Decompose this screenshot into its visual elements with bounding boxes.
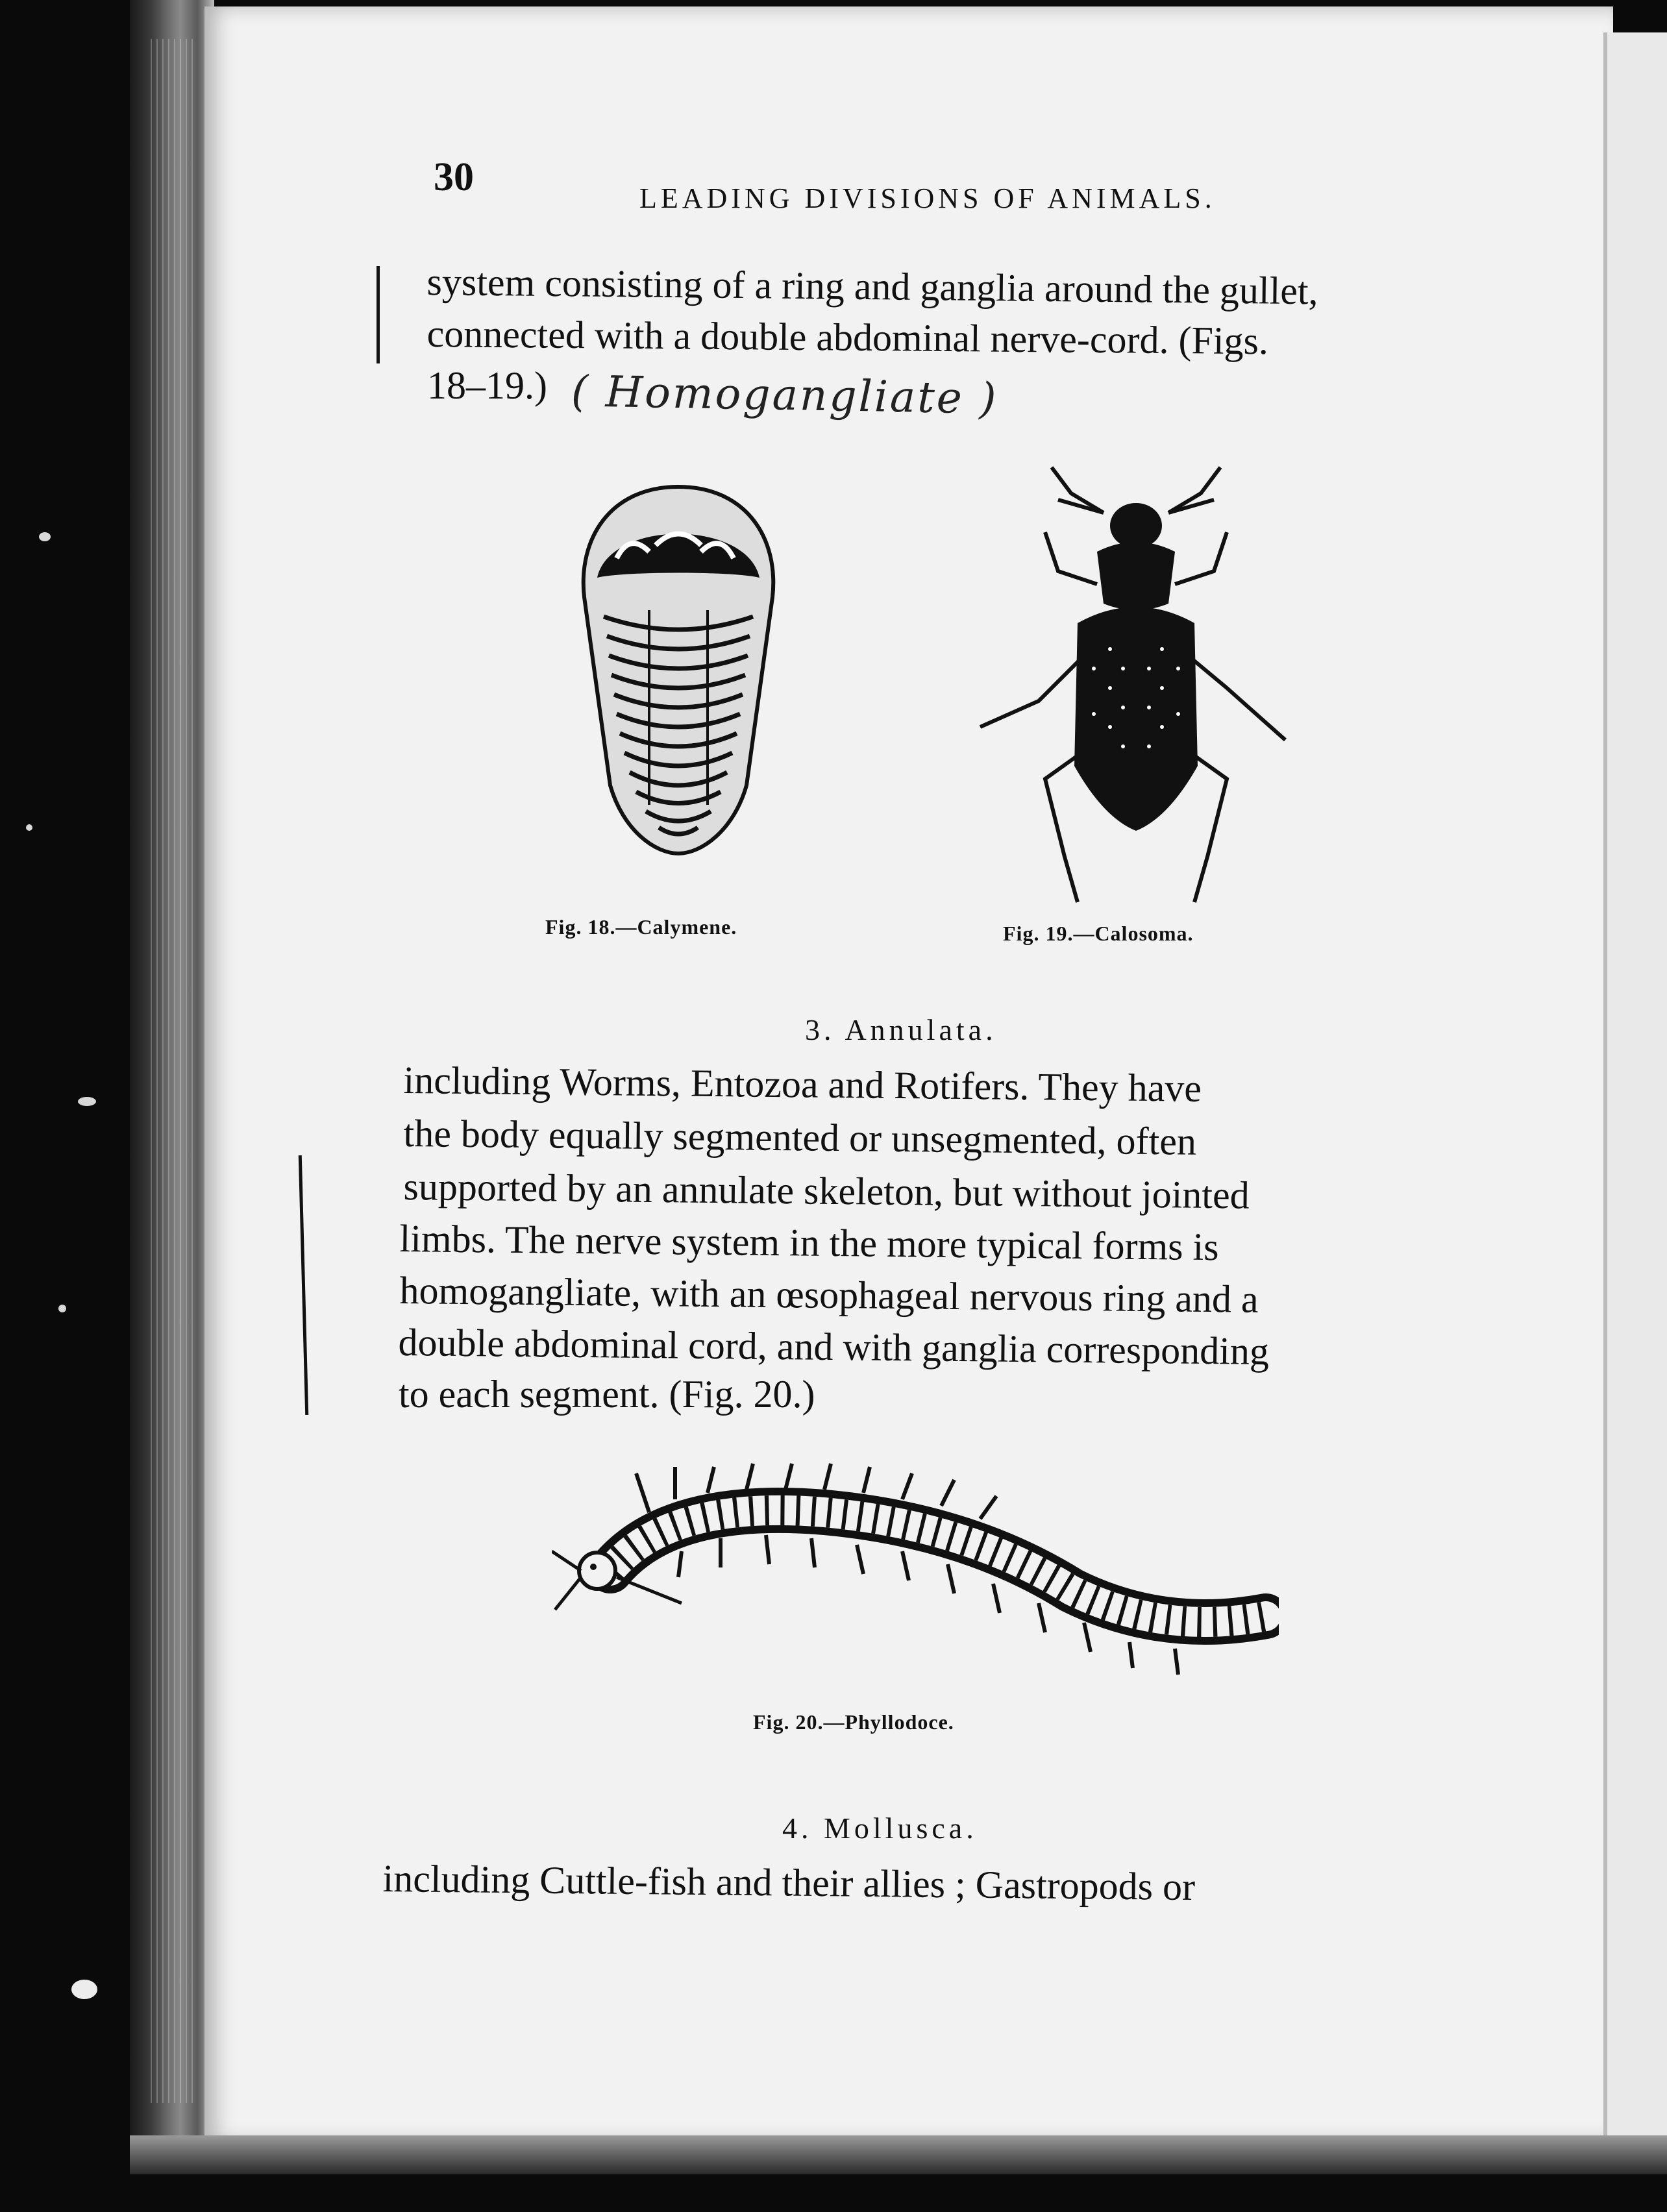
running-head: LEADING DIVISIONS OF ANIMALS. — [639, 182, 1216, 214]
scan-speck — [78, 1097, 96, 1106]
section-3-line1: including Worms, Entozoa and Rotifers. They have — [403, 1059, 1202, 1110]
paragraph1-line2: connected with a double abdominal nerve-cord. (Figs. — [426, 312, 1269, 363]
paragraph1-line1: system consisting of a ring and ganglia around the gullet, — [426, 260, 1318, 313]
beetle-illustration — [974, 454, 1298, 909]
worm-illustration — [552, 1460, 1279, 1694]
section-3-line3: supported by an annulate skeleton, but without jointed — [403, 1165, 1250, 1217]
figure-19-caption: Fig. 19.—Calosoma. — [1003, 922, 1194, 945]
page-bottom-edge — [130, 2135, 1667, 2174]
facing-page-edge — [1603, 32, 1667, 2161]
scan-speck — [26, 824, 32, 831]
section-3-line6: double abdominal cord, and with ganglia corresponding — [398, 1321, 1270, 1373]
page-edges — [151, 39, 196, 2103]
handwritten-note: ( Homogangliate ) — [571, 366, 999, 424]
section-4-line1: including Cuttle-fish and their allies ; Gastropods or — [382, 1857, 1196, 1909]
section-3-line5: homogangliate, with an œsophageal nervous ring and a — [399, 1269, 1259, 1321]
section-3-line7: to each segment. (Fig. 20.) — [399, 1373, 815, 1416]
scan-speck — [58, 1305, 66, 1312]
trilobite-illustration — [571, 480, 785, 857]
section-3-line2: the body equally segmented or unsegmented, often — [403, 1112, 1197, 1163]
paragraph1-line3: 18–19.) — [427, 364, 547, 407]
section-3-heading: 3. Annulata. — [805, 1013, 997, 1046]
figure-18-caption: Fig. 18.—Calymene. — [545, 915, 737, 939]
scan-speck — [39, 532, 51, 541]
margin-mark — [377, 266, 380, 363]
figure-20-caption: Fig. 20.—Phyllodoce. — [753, 1710, 954, 1734]
section-3-line4: limbs. The nerve system in the more typical forms is — [399, 1217, 1219, 1269]
scan-speck — [71, 1980, 97, 1999]
page-number: 30 — [434, 155, 474, 199]
section-4-heading: 4. Mollusca. — [782, 1812, 978, 1845]
